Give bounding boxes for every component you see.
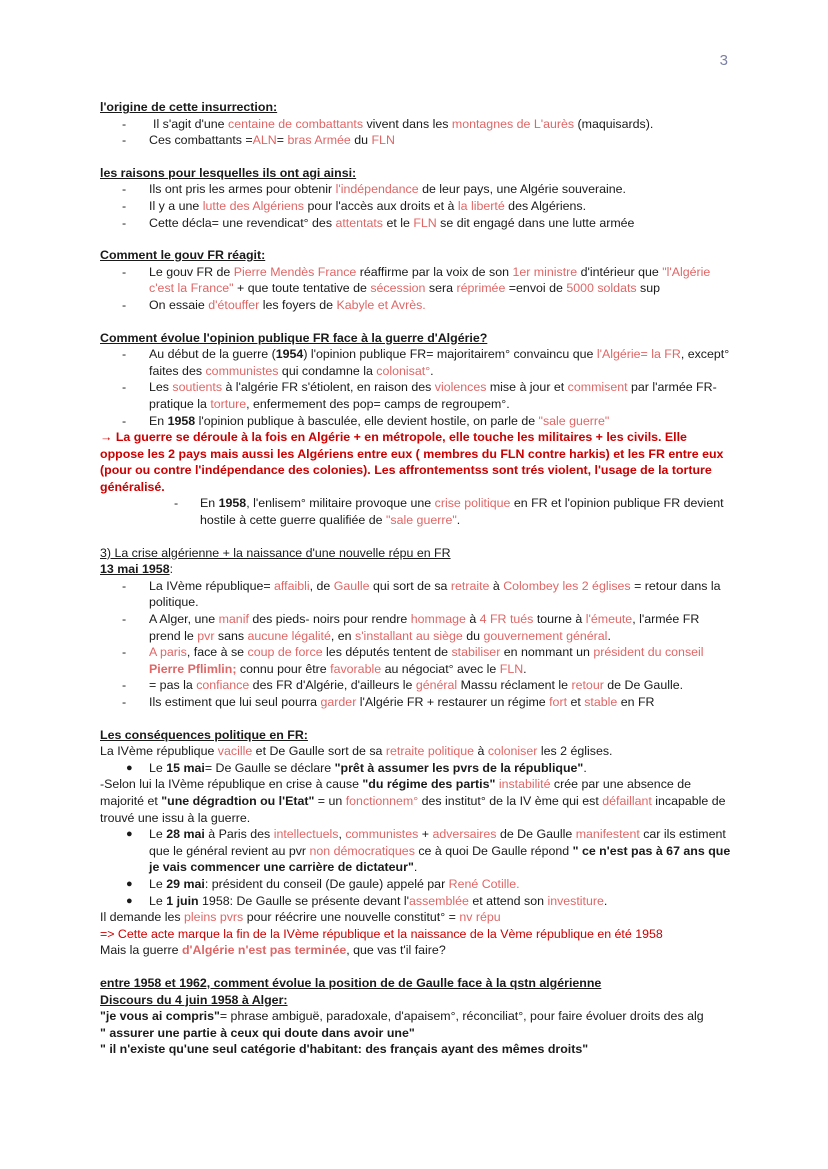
list-item: - Cette décla= une revendicat° des attentats et le FLN se dit engagé dans une lutte armée	[122, 215, 635, 230]
list-item: - Ils ont pris les armes pour obtenir l'indépendance de leur pays, une Algérie souveraine.	[122, 182, 626, 197]
arrow-conclusion: → La guerre se déroule à la fois en Algérie + en métropole, elle touche les militaires + les civils. Elle oppose les 2 pays mais aussi les Algériens entre eux ( membres du FLN contre harkis) et les FR entre eux (pour ou contre l'indépendance des colonies). Les affrontementss sont trés violent, l'usage de la torture généralisé.	[100, 430, 724, 494]
bullet-item: ● Le 28 mai à Paris des intellectuels, communistes + adversaires de De Gaulle manifestent car ils estiment que le général revient au pvr non démocratiques ce à quoi De Gaulle répond " ce n'est pas à 67 ans que je vais commencer une carrière de dictateur".	[126, 827, 731, 875]
date-heading: 13 mai 1958:	[100, 562, 174, 577]
sub-heading-discours: Discours du 4 juin 1958 à Alger:	[100, 992, 288, 1007]
section-heading-consequences: Les conséquences politique en FR:	[100, 727, 308, 742]
list-item: - A paris, face à se coup de force les députés tentent de stabiliser en nommant un président du conseil Pierre Pflimlin; connu pour être favorable au négociat° avec le FLN.	[122, 645, 704, 676]
list-item: - Le gouv FR de Pierre Mendès France réaffirme par la voix de son 1er ministre d'intérieur que "l'Algérie c'est la France" + que toute tentative de sécession sera réprimée =envoi de 5000 soldats sup	[122, 264, 711, 296]
paragraph: -Selon lui la IVème république en crise à cause "du régime des partis" instabilité crée par une absence de majorité et "une dégradtion ou l'Etat" = un fonctionnem° des institut° de la IV ème qui est défaillant incapable de trouvé une issu à la guerre.	[100, 777, 726, 825]
list-item: - Il y a une lutte des Algériens pour l'accès aux droits et à la liberté des Algériens.	[122, 198, 587, 213]
list-item: - On essaie d'étouffer les foyers de Kabyle et Avrès.	[122, 297, 426, 312]
section-heading-crise: 3) La crise algérienne + la naissance d'une nouvelle répu en FR	[100, 545, 451, 560]
paragraph: Il demande les pleins pvrs pour réécrire une nouvelle constitut° = nv répu	[100, 910, 501, 925]
quote-line: " assurer une partie à ceux qui doute dans avoir une"	[100, 1025, 415, 1040]
page-number: 3	[719, 52, 728, 69]
list-item: - Ces combattants =ALN= bras Armée du FLN	[122, 133, 395, 148]
conclusion-line: => Cette acte marque la fin de la IVème république et la naissance de la Vème république en été 1958	[100, 926, 663, 941]
list-item: - Les soutients à l'algérie FR s'étiolent, en raison des violences mise à jour et commisent par l'armée FR- pratique la torture, enfermement des pop= camps de regroupem°.	[122, 380, 717, 411]
list-item: - = pas la confiance des FR d'Algérie, d'ailleurs le général Massu réclament le retour de De Gaulle.	[122, 678, 684, 693]
section-heading-position: entre 1958 et 1962, comment évolue la position de de Gaulle face à la qstn algérienne	[100, 975, 602, 990]
list-item: - En 1958, l'enlisem° militaire provoque une crise politique en FR et l'opinion publique FR devient hostile à cette guerre qualifiée de "sale guerre".	[174, 496, 724, 528]
paragraph: Mais la guerre d'Algérie n'est pas terminée, que vas t'il faire?	[100, 943, 446, 958]
document-body	[100, 99, 734, 1058]
bullet-item: ● Le 29 mai: président du conseil (De gaule) appelé par René Cotille.	[126, 876, 520, 891]
list-item: - Il s'agit d'une centaine de combattants vivent dans les montagnes de L'aurès (maquisards).	[122, 116, 654, 131]
list-item: - Au début de la guerre (1954) l'opinion publique FR= majoritairem° convaincu que l'Algérie= la FR, except° faites des communistes qui condamne la colonisat°.	[122, 347, 730, 378]
section-heading-origine: l'origine de cette insurrection:	[100, 100, 278, 114]
list-item: - En 1958 l'opinion publique à basculée, elle devient hostile, on parle de "sale guerre"	[122, 413, 610, 428]
paragraph: La IVème république vacille et De Gaulle sort de sa retraite politique à coloniser les 2 églises.	[100, 744, 613, 759]
section-heading-opinion: Comment évolue l'opinion publique FR face à la guerre d'Algérie?	[100, 330, 488, 345]
section-heading-gouv: Comment le gouv FR réagit:	[100, 248, 266, 263]
list-item: - A Alger, une manif des pieds- noirs pour rendre hommage à 4 FR tués tourne à l'émeute, l'armée FR prend le pvr sans aucune légalité, en s'installant au siège du gouvernement général.	[122, 612, 700, 643]
quote-line: " il n'existe qu'une seul catégorie d'habitant: des français ayant des mêmes droits"	[100, 1042, 589, 1057]
bullet-item: ● Le 1 juin 1958: De Gaulle se présente devant l'assemblée et attend son investiture.	[126, 893, 608, 908]
bullet-item: ● Le 15 mai= De Gaulle se déclare "prêt à assumer les pvrs de la république".	[126, 760, 587, 775]
list-item: - La IVème république= affaibli, de Gaulle qui sort de sa retraite à Colombey les 2 églises = retour dans la politique.	[122, 578, 721, 610]
list-item: - Ils estiment que lui seul pourra garder l'Algérie FR + restaurer un régime fort et stable en FR	[122, 695, 655, 709]
section-heading-raisons: les raisons pour lesquelles ils ont agi ainsi:	[100, 165, 357, 180]
paragraph: "je vous ai compris"= phrase ambiguë, paradoxale, d'apaisem°, réconciliat°, pour faire évoluer droits des alg	[100, 1009, 704, 1024]
